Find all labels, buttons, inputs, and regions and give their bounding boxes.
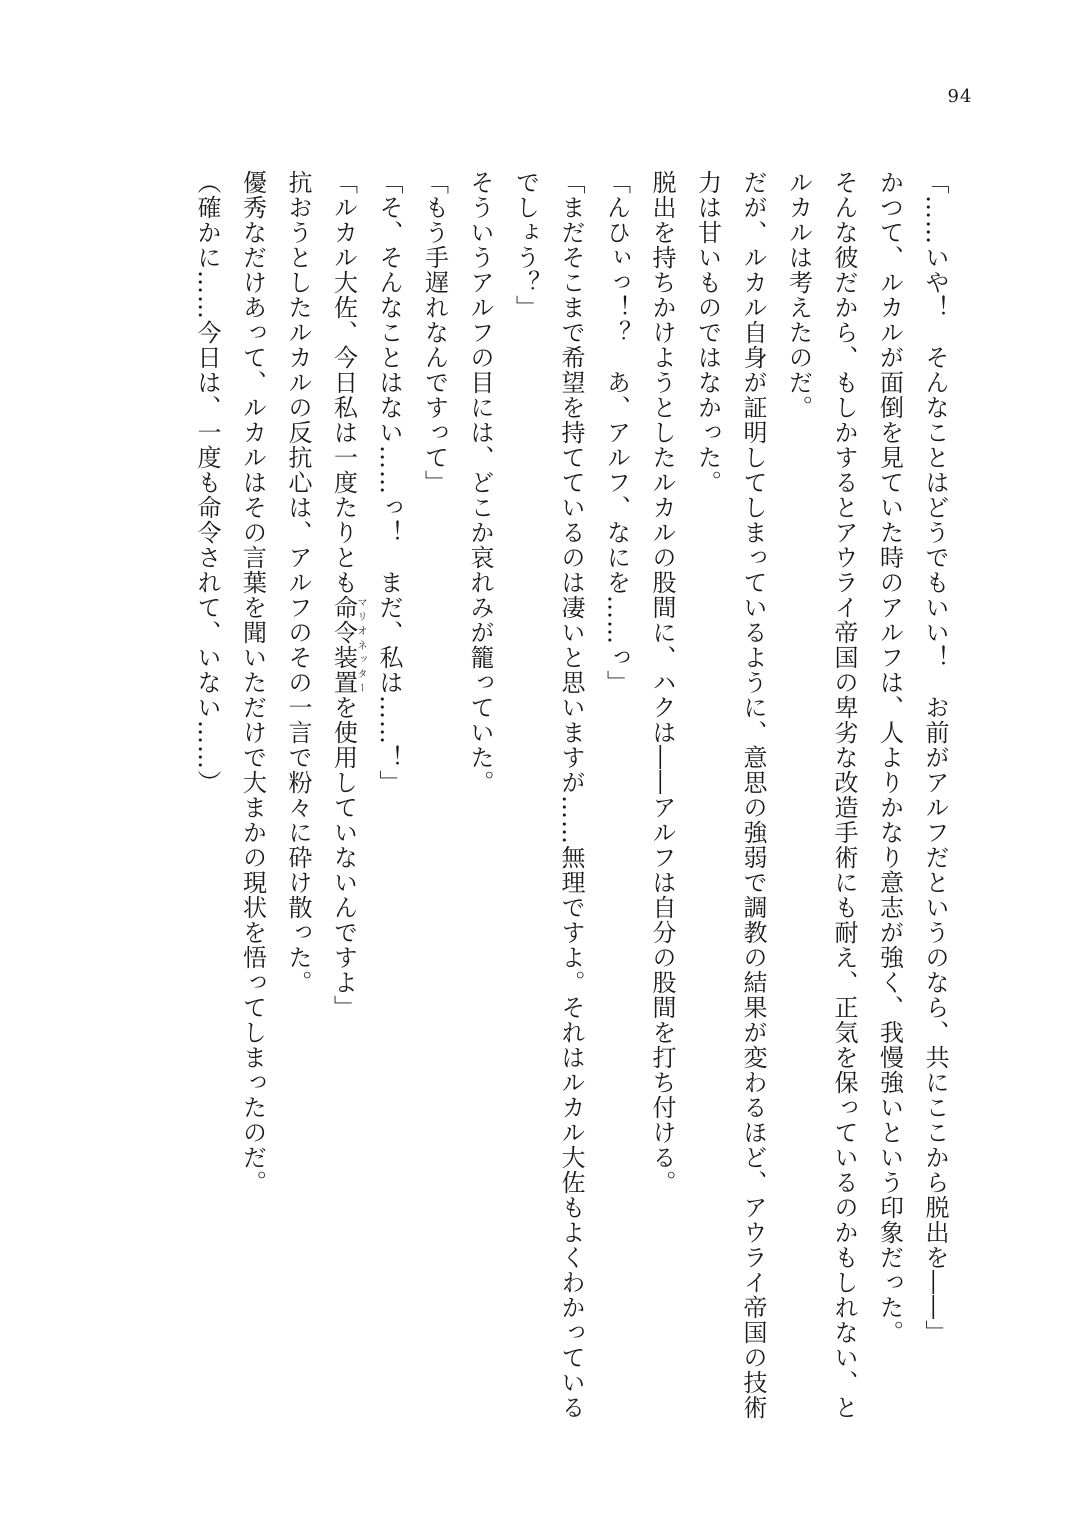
ruby-line-before: 「ルカル大佐、今日私は一度たりとも <box>329 170 358 595</box>
text-line: （確かに……今日は、一度も命令されて、いない……） <box>193 170 221 795</box>
text-line: 「……いや！ そんなことはどうでもいい！ お前がアルフだというのなら、共にここから脱出を――」 <box>921 170 949 1345</box>
text-line-with-ruby <box>320 170 366 1330</box>
ruby-annotation <box>329 595 366 695</box>
ruby-line-after: を使用していないんですよ」 <box>329 695 358 1020</box>
text-line: 「そ、そんなことはない……っ！ まだ、私は……！」 <box>375 170 403 795</box>
text-line: かつて、ルカルが面倒を見ていた時のアルフは、人よりかなり意志が強く、我慢強いという印象だった。 <box>875 170 904 1345</box>
ruby-reading: マリオネッター <box>355 595 366 695</box>
text-line: 力は甘いものではなかった。 <box>693 170 722 495</box>
text-line: でしょう？」 <box>511 170 540 320</box>
text-line: 抗おうとしたルカルの反抗心は、アルフのその一言で粉々に砕け散った。 <box>284 170 312 995</box>
text-line: 「もう手遅れなんですって」 <box>420 170 449 495</box>
text-line: だが、ルカル自身が証明してしまっているように、意思の強弱で調教の結果が変わるほど、アウライ帝国の技術 <box>739 170 767 1420</box>
body-text <box>184 170 958 1420</box>
text-line: 優秀なだけあって、ルカルはその言葉を聞いただけで大まかの現状を悟ってしまったのだ。 <box>238 170 267 1195</box>
page-number: 94 <box>947 86 973 107</box>
text-line: そういうアルフの目には、どこか哀れみが籠っていた。 <box>466 170 494 795</box>
text-line: 脱出を持ちかけようとしたルカルの股間に、ハクは――アルフは自分の股間を打ち付ける。 <box>648 170 676 1195</box>
text-line: 「まだそこまで希望を持てているのは凄いと思いますが……無理ですよ。それはルカル大佐もよくわかっている <box>557 170 585 1420</box>
text-line: 「んひぃっ！？ あ、アルフ、なにを……っ」 <box>602 170 631 695</box>
ruby-base: 命令装置 <box>329 595 358 695</box>
text-line: そんな彼だから、もしかするとアウライ帝国の卑劣な改造手術にも耐え、正気を保っているのかもしれない、と <box>830 170 858 1420</box>
text-line: ルカルは考えたのだ。 <box>784 170 813 420</box>
